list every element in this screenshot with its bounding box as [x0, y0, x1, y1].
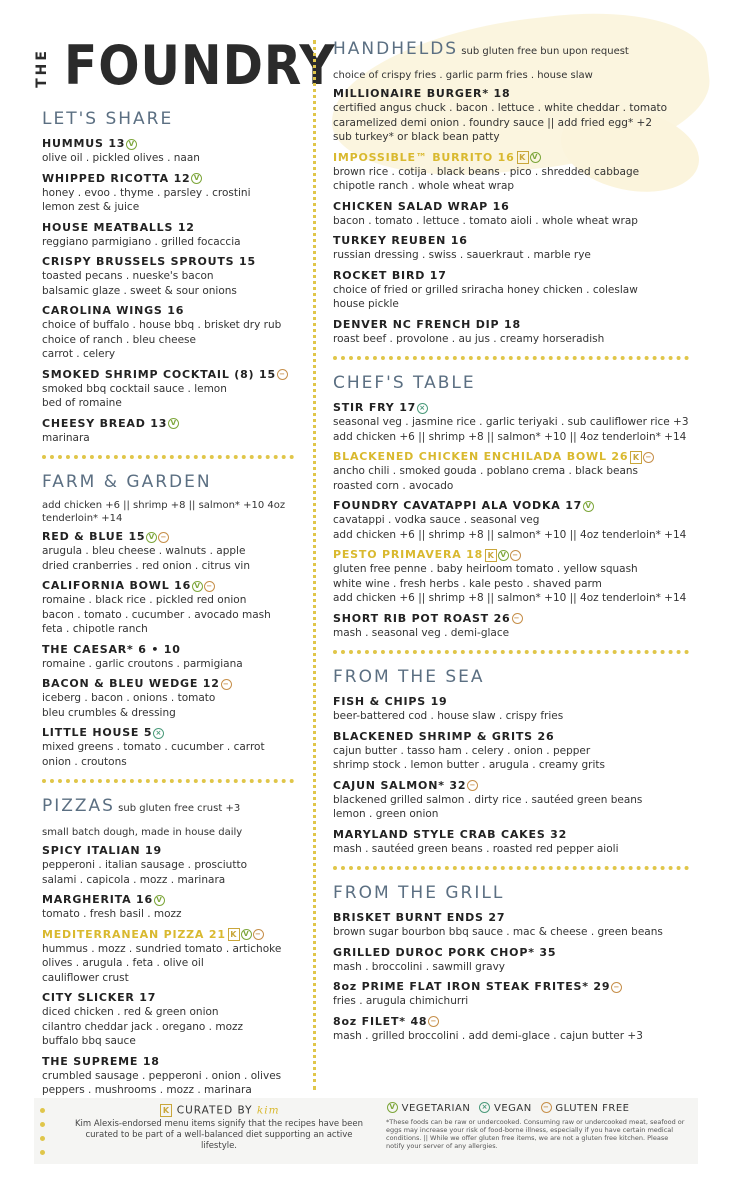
vegan-icon: ×: [479, 1102, 490, 1113]
menu-item-description: bleu crumbles & dressing: [42, 706, 176, 719]
menu-item-description: mash . sautéed green beans . roasted red pepper aioli: [333, 842, 619, 855]
menu-right-column: [333, 38, 689, 1048]
gluten-free-icon: −: [221, 679, 232, 690]
legend-item: [478, 1103, 531, 1114]
menu-item-description: lemon . green onion: [333, 808, 439, 820]
menu-item-name-text: 8oz FILET* 48: [333, 1014, 428, 1028]
menu-item-description: sub turkey* or black bean patty: [333, 131, 500, 143]
menu-item-description: romaine . garlic croutons . parmigiana: [42, 657, 243, 670]
menu-item-name-text: CITY SLICKER 17: [42, 991, 157, 1004]
menu-item-description: add chicken +6 || shrimp +8 || salmon* +10 || 4oz tenderloin* +14: [333, 528, 687, 541]
menu-item-name: [42, 367, 294, 382]
menu-item: [42, 927, 294, 986]
gluten-free-icon: −: [467, 780, 478, 791]
section-note: add chicken +6 || shrimp +8 || salmon* +10 4oz tenderloin* +14: [42, 500, 286, 524]
menu-item-name: [333, 400, 689, 415]
menu-item: [333, 910, 689, 940]
section-note: small batch dough, made in house daily: [42, 827, 243, 838]
section-note: choice of crispy fries . garlic parm fries . house slaw: [333, 70, 593, 81]
menu-item-description: mash . seasonal veg . demi-glace: [333, 626, 510, 639]
menu-item-name-text: IMPOSSIBLE™ BURRITO 16: [333, 150, 515, 164]
menu-item-description: caramelized demi onion . foundry sauce || add fried egg* +2: [333, 116, 653, 129]
menu-section: [42, 795, 294, 1098]
menu-item-name: [333, 945, 689, 960]
gluten-free-icon: −: [158, 532, 169, 543]
menu-item-description: diced chicken . red & green onion: [42, 1006, 219, 1018]
menu-item: [333, 400, 689, 444]
menu-item-description: shrimp stock . lemon butter . arugula . creamy grits: [333, 759, 605, 771]
menu-item-name-text: CAJUN SALMON* 32: [333, 778, 467, 792]
menu-item-description: certified angus chuck . bacon . lettuce . white cheddar . tomato: [333, 102, 668, 114]
menu-item-description: brown sugar bourbon bbq sauce . mac & cheese . green beans: [333, 926, 663, 938]
menu-item-description: add chicken +6 || shrimp +8 || salmon* +10 || 4oz tenderloin* +14: [333, 592, 687, 604]
menu-item-name: [333, 150, 689, 165]
section-title: [333, 666, 689, 688]
menu-item-description: romaine . black rice . pickled red onion: [42, 594, 247, 606]
disclaimer-text: *These foods can be raw or undercooked. Consuming raw or undercooked meat, seafood or eggs may increase your risk of food-borne illness, especially if you have certain medical conditions. || While we offer gluten free items, we are not a gluten free kitchen. Please notify your server of any allergies.: [386, 1118, 685, 1150]
menu-item: [333, 268, 689, 312]
menu-footer: [34, 1098, 698, 1164]
gluten-free-icon: −: [253, 929, 264, 940]
curated-title: CURATED BY: [176, 1104, 253, 1117]
menu-item-name-text: BLACKENED SHRIMP & GRITS 26: [333, 729, 555, 743]
menu-item: [42, 171, 294, 215]
menu-item-name: [42, 416, 294, 431]
menu-item: [333, 199, 689, 229]
section-title-text: FROM THE GRILL: [333, 883, 505, 903]
gluten-free-icon: −: [510, 550, 521, 561]
menu-item-description: olive oil . pickled olives . naan: [42, 152, 200, 164]
menu-left-column: [42, 108, 294, 1103]
menu-item: [42, 990, 294, 1049]
menu-item-name-text: MARGHERITA 16: [42, 893, 153, 906]
menu-item-description: blackened grilled salmon . dirty rice . sautéed green beans: [333, 793, 643, 806]
menu-section: [333, 666, 689, 856]
menu-item: [42, 676, 294, 720]
menu-item-name: [333, 449, 689, 464]
menu-item-description: roast beef . provolone . au jus . creamy horseradish: [333, 332, 605, 345]
menu-item: [333, 611, 689, 641]
menu-item-description: bed of romaine: [42, 397, 122, 409]
menu-item-description: carrot . celery: [42, 348, 116, 360]
menu-item-name-text: RED & BLUE 15: [42, 530, 146, 543]
menu-item-description: mash . broccolini . sawmill gravy: [333, 960, 506, 973]
menu-item-name-text: GRILLED DUROC PORK CHOP* 35: [333, 945, 557, 959]
section-title-text: LET'S SHARE: [42, 109, 174, 129]
menu-item-description: tomato . fresh basil . mozz: [42, 908, 182, 920]
menu-item-name-text: ROCKET BIRD 17: [333, 268, 447, 282]
menu-section: [42, 471, 294, 769]
vegetarian-icon: V: [168, 418, 179, 429]
vegetarian-icon: V: [154, 895, 165, 906]
vegetarian-icon: V: [387, 1102, 398, 1113]
section-divider: [42, 779, 294, 783]
menu-item: [333, 778, 689, 822]
kim-icon: K: [517, 151, 529, 164]
menu-item-name: [42, 578, 294, 593]
menu-item-name-text: HOUSE MEATBALLS 12: [42, 220, 195, 234]
menu-item-description: choice of buffalo . house bbq . brisket dry rub: [42, 319, 282, 331]
menu-item-name-text: SMOKED SHRIMP COCKTAIL (8) 15: [42, 367, 276, 381]
section-title: [333, 38, 689, 63]
section-subtitle: sub gluten free bun upon request: [458, 46, 629, 57]
menu-item-name-text: WHIPPED RICOTTA 12: [42, 171, 191, 185]
menu-item-name-text: CHEESY BREAD 13: [42, 416, 168, 430]
menu-item-name: [42, 990, 294, 1005]
menu-item: [42, 578, 294, 637]
menu-item-name-text: CALIFORNIA BOWL 16: [42, 579, 192, 592]
menu-item: [333, 498, 689, 542]
menu-item-description: seasonal veg . jasmine rice . garlic teriyaki . sub cauliflower rice +3: [333, 416, 689, 428]
gluten-free-icon: −: [428, 1016, 439, 1027]
menu-item-name: [333, 778, 689, 793]
menu-item: [42, 254, 294, 298]
foundry-logo: [33, 34, 336, 98]
menu-item-description: add chicken +6 || shrimp +8 || salmon* +10 || 4oz tenderloin* +14: [333, 430, 687, 443]
menu-section: [333, 372, 689, 640]
diet-legend: [386, 1102, 637, 1114]
menu-item-description: cavatappi . vodka sauce . seasonal veg: [333, 514, 540, 526]
menu-item: [333, 547, 689, 606]
menu-item: [333, 150, 689, 194]
menu-item-description: salami . capicola . mozz . marinara: [42, 873, 226, 886]
menu-item-name-text: THE SUPREME 18: [42, 1054, 160, 1068]
section-title: [333, 372, 689, 394]
menu-item-name: [42, 303, 294, 318]
menu-item-name: [333, 611, 689, 626]
menu-item-description: gluten free penne . baby heirloom tomato . yellow squash: [333, 563, 638, 575]
vegan-icon: ×: [417, 403, 428, 414]
menu-item-description: roasted corn . avocado: [333, 479, 454, 492]
menu-item: [42, 1054, 294, 1098]
footer-dots: [40, 1108, 45, 1164]
menu-section: [42, 108, 294, 445]
menu-item-description: bacon . tomato . cucumber . avocado mash: [42, 608, 271, 621]
menu-item-name: [333, 694, 689, 709]
menu-item-name: [333, 498, 689, 513]
menu-item-description: arugula . bleu cheese . walnuts . apple: [42, 545, 246, 557]
section-title-text: CHEF'S TABLE: [333, 373, 476, 393]
section-title-text: FARM & GARDEN: [42, 472, 212, 492]
menu-item-name-text: LITTLE HOUSE 5: [42, 726, 153, 739]
section-title: [42, 795, 294, 820]
menu-item-description: marinara: [42, 431, 90, 444]
gluten-free-icon: −: [541, 1102, 552, 1113]
section-title-text: HANDHELDS: [333, 39, 459, 59]
menu-item-name: [42, 220, 294, 235]
legend-label: VEGETARIAN: [398, 1102, 471, 1114]
menu-item-name: [42, 892, 294, 907]
logo-name: FOUNDRY: [64, 34, 336, 97]
menu-item-name: [42, 725, 294, 740]
menu-item-name: [42, 254, 294, 269]
curated-by-block: [74, 1104, 364, 1152]
section-title-text: FROM THE SEA: [333, 667, 485, 687]
menu-item-name: [333, 729, 689, 744]
menu-item: [42, 303, 294, 362]
section-title: [42, 471, 294, 493]
menu-item-name-text: THE CAESAR* 6 • 10: [42, 642, 181, 656]
menu-item-description: cajun butter . tasso ham . celery . onion . pepper: [333, 744, 591, 757]
menu-item-name: [333, 86, 689, 101]
menu-item-name: [42, 676, 294, 691]
menu-item-name: [42, 171, 294, 186]
menu-item-description: lemon zest & juice: [42, 201, 140, 213]
menu-item-name-text: DENVER NC FRENCH DIP 18: [333, 317, 521, 331]
gluten-free-icon: −: [611, 982, 622, 993]
menu-item-name-text: FOUNDRY CAVATAPPI ALA VODKA 17: [333, 499, 583, 512]
menu-item-name: [333, 199, 689, 214]
legend-label: VEGAN: [490, 1102, 532, 1114]
section-divider: [333, 356, 689, 360]
menu-item-description: honey . evoo . thyme . parsley . crostini: [42, 186, 251, 199]
menu-item-description: fries . arugula chimichurri: [333, 995, 469, 1007]
menu-item: [42, 642, 294, 672]
menu-item-name: [333, 317, 689, 332]
menu-item: [333, 827, 689, 857]
section-divider: [333, 650, 689, 654]
curated-text: Kim Alexis-endorsed menu items signify that the recipes have been curated to be part of a well-balanced diet supporting an active lifestyle.: [74, 1119, 364, 1151]
legend-label: GLUTEN FREE: [551, 1102, 630, 1114]
menu-item-name-text: FISH & CHIPS 19: [333, 695, 448, 708]
legend-item: [540, 1103, 630, 1114]
menu-item-name: [42, 642, 294, 657]
menu-item-name-text: PESTO PRIMAVERA 18: [333, 548, 484, 561]
menu-item-name: [333, 910, 689, 925]
menu-item-description: brown rice . cotija . black beans . pico . shredded cabbage: [333, 165, 640, 178]
menu-item-description: mash . grilled broccolini . add demi-glace . cajun butter +3: [333, 1029, 643, 1042]
menu-item: [42, 416, 294, 446]
menu-item-name-text: CHICKEN SALAD WRAP 16: [333, 199, 510, 213]
vegetarian-icon: V: [498, 550, 509, 561]
menu-item-name-text: MEDITERRANEAN PIZZA 21: [42, 927, 226, 941]
kim-icon: K: [630, 451, 642, 464]
menu-item-name-text: BLACKENED CHICKEN ENCHILADA BOWL 26: [333, 450, 629, 463]
kim-icon: K: [160, 1104, 172, 1117]
menu-item-name: [333, 979, 689, 994]
vegetarian-icon: V: [146, 532, 157, 543]
menu-item-name: [333, 1014, 689, 1029]
menu-item-description: choice of ranch . bleu cheese: [42, 333, 196, 346]
menu-item-name-text: 8oz PRIME FLAT IRON STEAK FRITES* 29: [333, 980, 611, 993]
menu-item-name: [42, 529, 294, 544]
menu-item-description: crumbled sausage . pepperoni . onion . olives: [42, 1069, 282, 1082]
menu-item: [333, 1014, 689, 1044]
menu-item-description: hummus . mozz . sundried tomato . artichoke: [42, 942, 282, 955]
gluten-free-icon: −: [643, 452, 654, 463]
menu-item-description: russian dressing . swiss . sauerkraut . marble rye: [333, 249, 591, 261]
menu-item: [333, 979, 689, 1009]
menu-item: [333, 449, 689, 493]
menu-item: [333, 86, 689, 145]
gluten-free-icon: −: [277, 369, 288, 380]
menu-item-description: mixed greens . tomato . cucumber . carrot: [42, 741, 265, 753]
section-title: [42, 108, 294, 130]
menu-item: [333, 233, 689, 263]
vegetarian-icon: V: [192, 581, 203, 592]
vegetarian-icon: V: [191, 173, 202, 184]
menu-item-name-text: TURKEY REUBEN 16: [333, 234, 468, 247]
menu-item-description: pepperoni . italian sausage . prosciutto: [42, 859, 247, 871]
menu-item: [42, 367, 294, 411]
menu-section: [333, 38, 689, 346]
menu-item: [333, 729, 689, 773]
section-divider: [42, 455, 294, 459]
kim-icon: K: [485, 549, 497, 562]
menu-item-name-text: BACON & BLEU WEDGE 12: [42, 677, 220, 690]
menu-item-description: feta . chipotle ranch: [42, 623, 148, 635]
menu-item-name-text: SPICY ITALIAN 19: [42, 844, 162, 857]
menu-item-name-text: CAROLINA WINGS 16: [42, 304, 185, 317]
menu-item-name: [333, 233, 689, 248]
menu-item-name-text: MARYLAND STYLE CRAB CAKES 32: [333, 827, 568, 841]
menu-item-name-text: CRISPY BRUSSELS SPROUTS 15: [42, 255, 256, 268]
curated-signature: kim: [256, 1104, 280, 1117]
menu-item-description: cilantro cheddar jack . oregano . mozz: [42, 1020, 244, 1033]
gluten-free-icon: −: [204, 581, 215, 592]
menu-item-description: onion . croutons: [42, 755, 127, 768]
vegetarian-icon: V: [126, 139, 137, 150]
menu-item-description: house pickle: [333, 298, 399, 310]
legend-item: [386, 1103, 470, 1114]
menu-item-description: reggiano parmigiano . grilled focaccia: [42, 235, 241, 248]
menu-item-name: [333, 547, 689, 562]
menu-item-name: [42, 1054, 294, 1069]
menu-item-description: ancho chili . smoked gouda . poblano crema . black beans: [333, 465, 639, 477]
menu-item-description: choice of fried or grilled sriracha honey chicken . coleslaw: [333, 283, 638, 296]
section-divider: [333, 866, 689, 870]
menu-item-description: beer-battered cod . house slaw . crispy fries: [333, 710, 564, 722]
vegetarian-icon: V: [530, 152, 541, 163]
menu-item-name-text: MILLIONAIRE BURGER* 18: [333, 87, 511, 100]
menu-item-description: olives . arugula . feta . olive oil: [42, 957, 204, 969]
menu-item-name: [42, 843, 294, 858]
menu-item: [333, 694, 689, 724]
column-divider: [313, 40, 316, 1090]
menu-item-description: chipotle ranch . whole wheat wrap: [333, 180, 515, 192]
menu-item: [42, 136, 294, 166]
menu-item-name-text: STIR FRY 17: [333, 401, 417, 414]
menu-item-description: dried cranberries . red onion . citrus vin: [42, 559, 250, 572]
section-subtitle: sub gluten free crust +3: [114, 803, 241, 814]
menu-item-description: smoked bbq cocktail sauce . lemon: [42, 382, 227, 395]
menu-item: [42, 529, 294, 573]
logo-the: THE: [33, 48, 50, 88]
menu-item-name: [42, 136, 294, 151]
menu-item-name: [333, 827, 689, 842]
vegetarian-icon: V: [241, 929, 252, 940]
menu-item-description: balsamic glaze . sweet & sour onions: [42, 284, 237, 297]
menu-item-name: [333, 268, 689, 283]
vegan-icon: ×: [153, 728, 164, 739]
menu-item-description: white wine . fresh herbs . kale pesto . shaved parm: [333, 577, 602, 590]
menu-item: [42, 220, 294, 250]
menu-item: [42, 843, 294, 887]
menu-item-description: bacon . tomato . lettuce . tomato aioli . whole wheat wrap: [333, 214, 638, 227]
menu-item-description: peppers . mushrooms . mozz . marinara: [42, 1084, 252, 1096]
menu-item-description: buffalo bbq sauce: [42, 1035, 136, 1047]
menu-item-description: iceberg . bacon . onions . tomato: [42, 692, 216, 704]
section-title: [333, 882, 689, 904]
menu-item-name-text: BRISKET BURNT ENDS 27: [333, 911, 506, 924]
menu-item-name-text: SHORT RIB POT ROAST 26: [333, 611, 511, 625]
menu-section: [333, 882, 689, 1043]
gluten-free-icon: −: [512, 613, 523, 624]
menu-item-name: [42, 927, 294, 942]
menu-item: [42, 725, 294, 769]
menu-item: [333, 317, 689, 347]
menu-item-description: cauliflower crust: [42, 971, 129, 984]
menu-item: [42, 892, 294, 922]
vegetarian-icon: V: [583, 501, 594, 512]
kim-icon: K: [228, 928, 240, 941]
menu-item: [333, 945, 689, 975]
menu-item-description: toasted pecans . nueske's bacon: [42, 270, 214, 282]
menu-item-name-text: HUMMUS 13: [42, 137, 126, 150]
section-title-text: PIZZAS: [42, 796, 115, 816]
